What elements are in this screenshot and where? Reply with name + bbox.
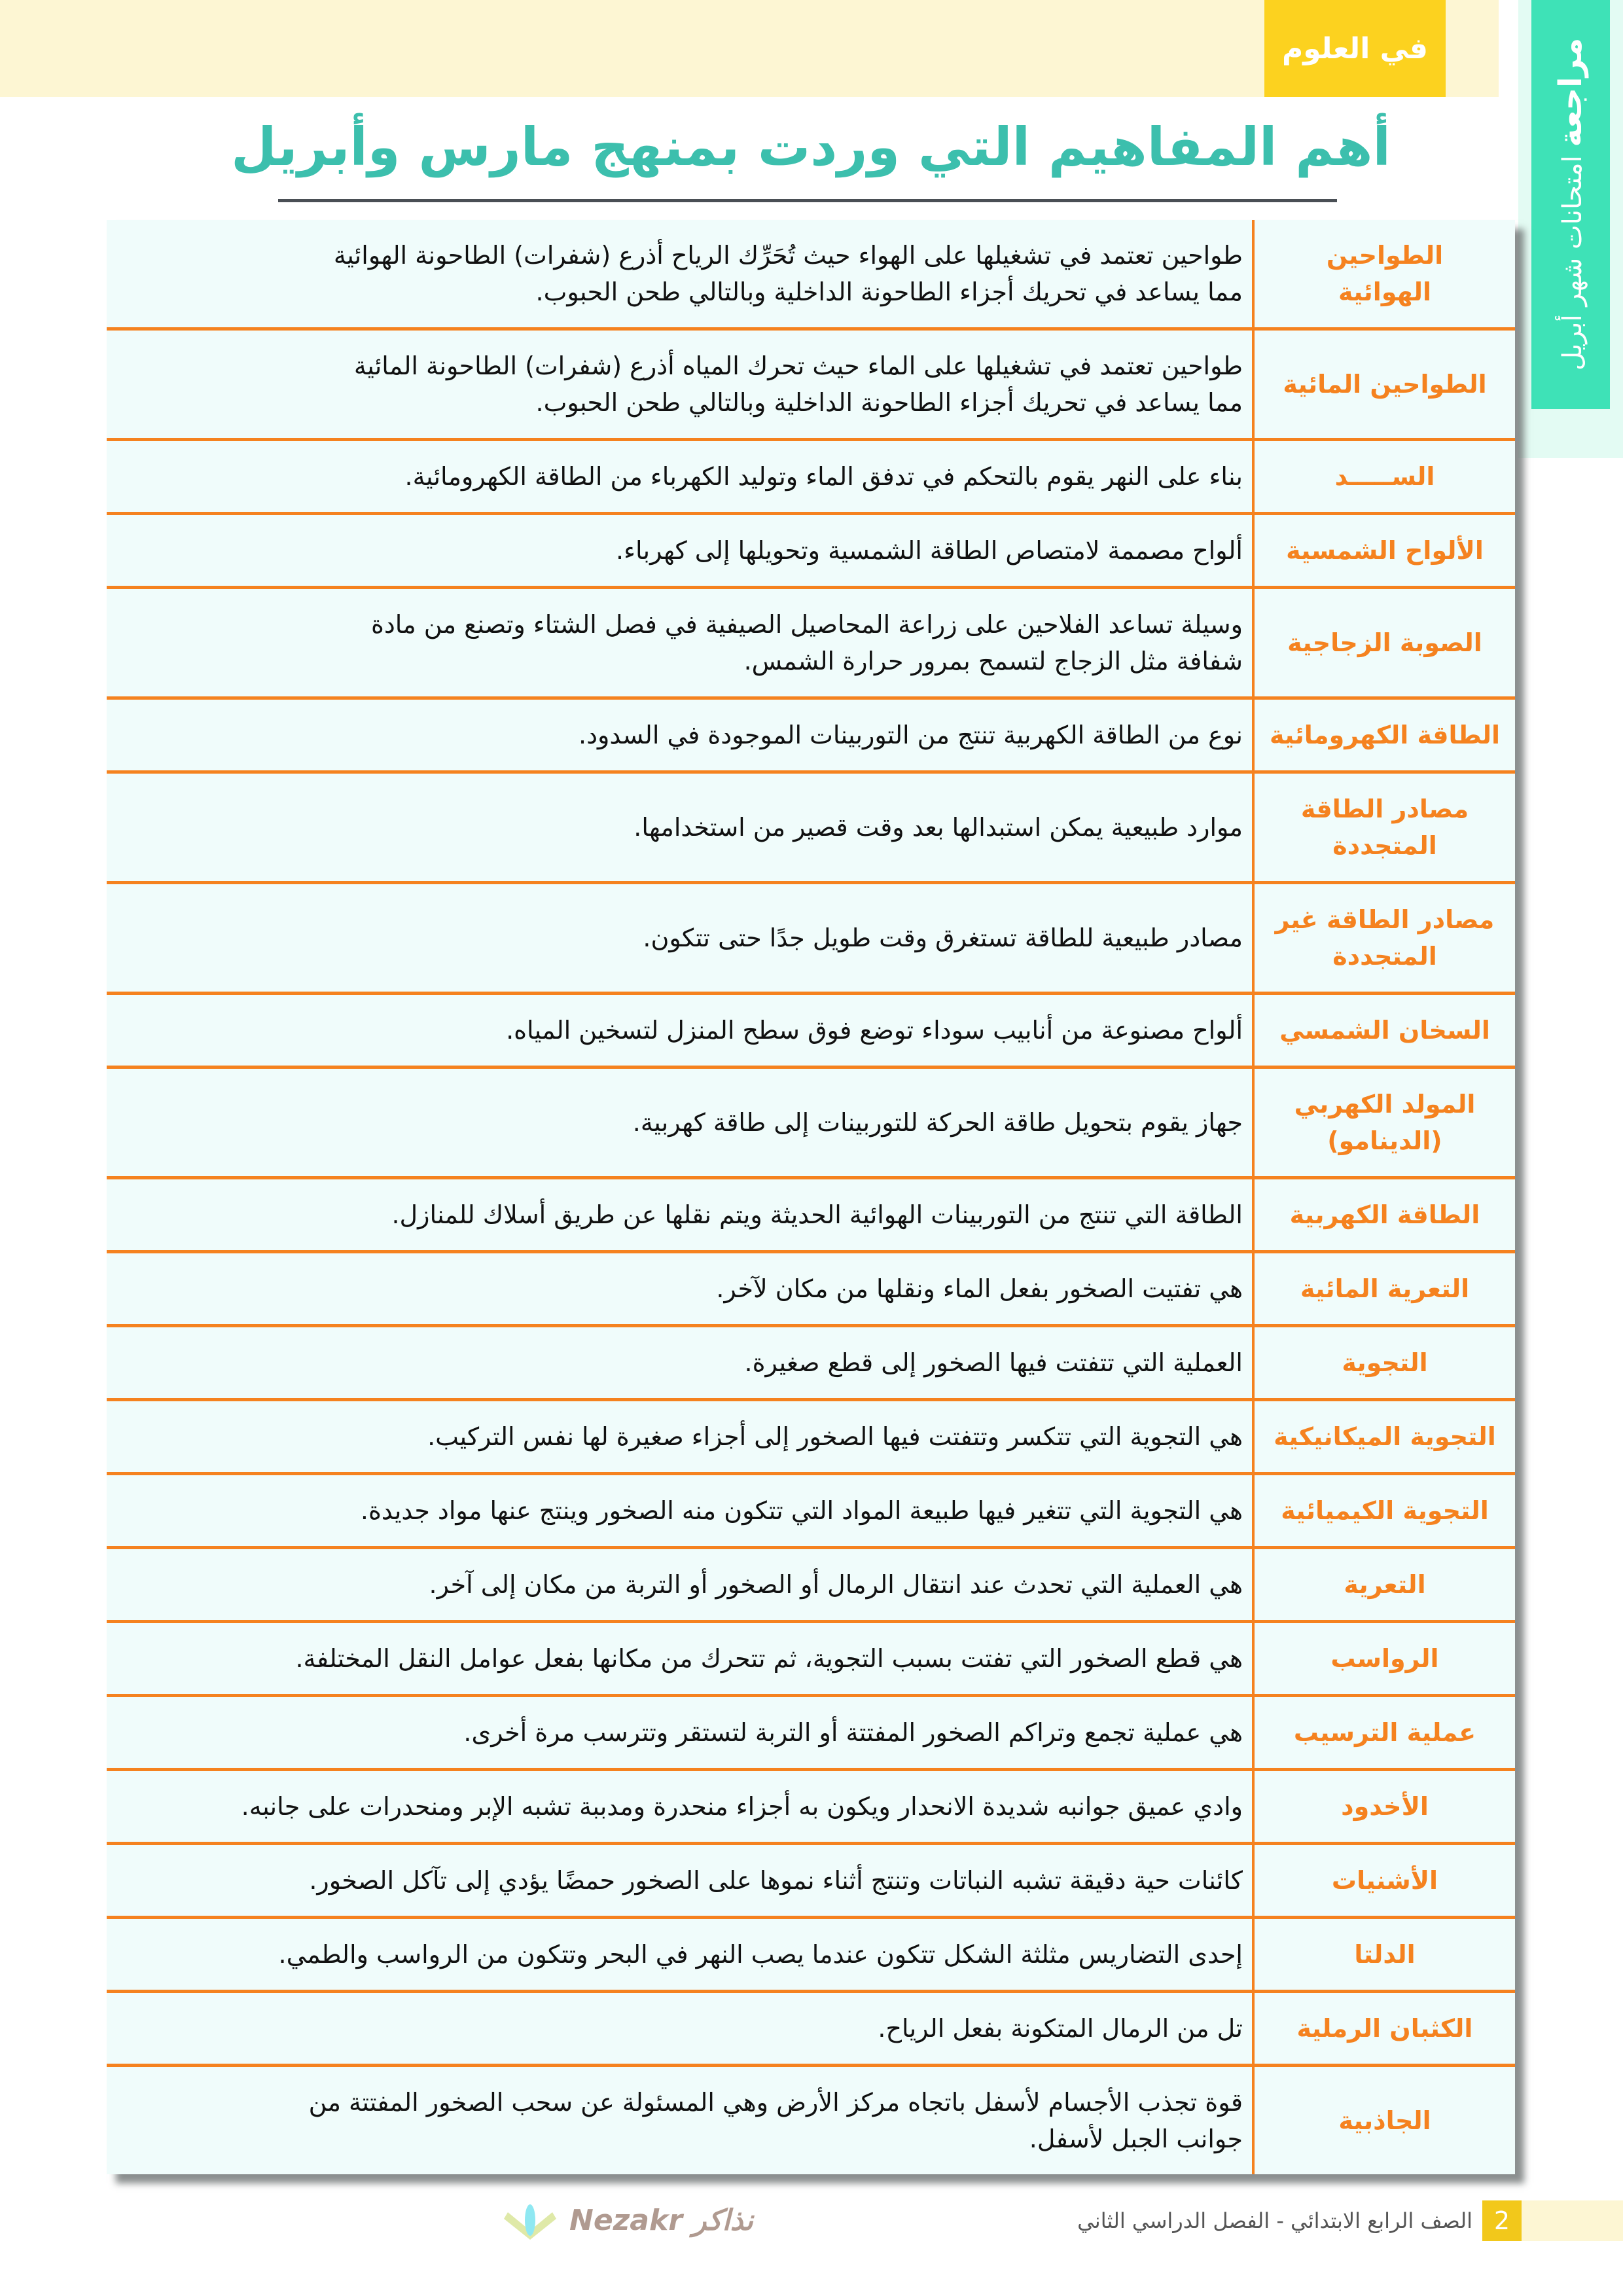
table-row [107, 883, 1515, 994]
concept-definition: إحدى التضاريس مثلثة الشكل تتكون عندما يصب النهر في البحر وتتكون من الرواسب والطمي. [107, 1918, 1253, 1992]
concept-term: الصوبة الزجاجية [1253, 588, 1515, 698]
concept-term: الدلتا [1253, 1918, 1515, 1992]
table-row [107, 1770, 1515, 1844]
concept-definition: وسيلة تساعد الفلاحين على زراعة المحاصيل الصيفية في فصل الشتاء وتصنع من مادة شفافة مثل الزجاج لتسمح بمرور حرارة الشمس. [107, 588, 1253, 698]
concept-term: الطواحين الهوائية [1253, 220, 1515, 329]
table-row [107, 1400, 1515, 1474]
concept-definition: تل من الرمال المتكونة بفعل الرياح. [107, 1992, 1253, 2066]
table-row [107, 1326, 1515, 1400]
table-row [107, 329, 1515, 440]
concept-definition: طواحين تعتمد في تشغيلها على الهواء حيث تُحَرِّك الرياح أذرع (شفرات) الطاحونة الهوائية مما يساعد في تحريك أجزاء الطاحونة الداخلية وبالتالي طحن الحبوب. [107, 220, 1253, 329]
concept-term: الكثبان الرملية [1253, 1992, 1515, 2066]
concept-definition: ألواح مصنوعة من أنابيب سوداء توضع فوق سطح المنزل لتسخين المياه. [107, 994, 1253, 1067]
concept-definition: هي عملية تجمع وتراكم الصخور المفتتة أو التربة لتستقر وتترسب مرة أخرى. [107, 1696, 1253, 1770]
concepts-table [107, 220, 1515, 2174]
concept-term: الألواح الشمسية [1253, 514, 1515, 588]
table-row [107, 1474, 1515, 1548]
page-title: أهم المفاهيم التي وردت بمنهج مارس وأبريل [231, 117, 1391, 177]
concept-term: عملية الترسيب [1253, 1696, 1515, 1770]
concept-definition: نوع من الطاقة الكهربية تنتج من التوربينات الموجودة في السدود. [107, 698, 1253, 772]
logo-text: Nezakr نذاكر [569, 2204, 754, 2237]
table-row [107, 440, 1515, 514]
concept-term: الأشنيات [1253, 1844, 1515, 1918]
logo-icon [497, 2200, 563, 2241]
concept-term: الطاقة الكهربية [1253, 1178, 1515, 1252]
title-underline [278, 199, 1337, 202]
side-tab-text [1552, 38, 1589, 370]
table-row [107, 772, 1515, 883]
footer-strip [1522, 2200, 1623, 2241]
concept-term: التعرية [1253, 1548, 1515, 1622]
concept-definition: هي العملية التي تحدث عند انتقال الرمال أو الصخور أو التربة من مكان إلى آخر. [107, 1548, 1253, 1622]
concept-term: التجوية [1253, 1326, 1515, 1400]
concept-definition: كائنات حية دقيقة تشبه النباتات وتنتج أثناء نموها على الصخور حمضًا يؤدي إلى تآكل الصخور. [107, 1844, 1253, 1918]
concept-term: التجوية الميكانيكية [1253, 1400, 1515, 1474]
table-row [107, 1992, 1515, 2066]
concept-definition: هي التجوية التي تتغير فيها طبيعة المواد التي تتكون منه الصخور وينتج عنها مواد جديدة. [107, 1474, 1253, 1548]
concept-term: الرواسب [1253, 1622, 1515, 1696]
concept-term: التعرية المائية [1253, 1252, 1515, 1326]
concept-definition: الطاقة التي تنتج من التوربينات الهوائية الحديثة ويتم نقلها عن طريق أسلاك للمنازل. [107, 1178, 1253, 1252]
side-tab-bold: مراجعة [1552, 37, 1589, 147]
footer-text: الصف الرابع الابتدائي - الفصل الدراسي الثاني [1077, 2208, 1472, 2233]
table-row [107, 994, 1515, 1067]
concept-definition: قوة تجذب الأجسام لأسفل باتجاه مركز الأرض وهي المسئولة عن سحب الصخور المفتتة من جوانب الجبل لأسفل. [308, 2088, 1243, 2153]
concept-term: الســـــد [1253, 440, 1515, 514]
table-row [107, 588, 1515, 698]
table-row [107, 1178, 1515, 1252]
footer [0, 2200, 1623, 2266]
concept-definition: مصادر طبيعية للطاقة تستغرق وقت طويل جدًا حتى تتكون. [107, 883, 1253, 994]
concept-term: الطواحين المائية [1253, 329, 1515, 440]
concept-definition: طواحين تعتمد في تشغيلها على الماء حيث تحرك المياه أذرع (شفرات) الطاحونة المائية مما يساعد في تحريك أجزاء الطاحونة الداخلية وبالتالي طحن الحبوب. [107, 329, 1253, 440]
concept-definition: العملية التي تتفتت فيها الصخور إلى قطع صغيرة. [107, 1326, 1253, 1400]
table-row [107, 1252, 1515, 1326]
concept-definition: جهاز يقوم بتحويل طاقة الحركة للتوربينات إلى طاقة كهربية. [107, 1067, 1253, 1178]
concept-term: الأخدود [1253, 1770, 1515, 1844]
table-row [107, 1844, 1515, 1918]
concept-term: التجوية الكيميائية [1253, 1474, 1515, 1548]
page-number: 2 [1482, 2200, 1522, 2241]
table-row [107, 1067, 1515, 1178]
table-row [107, 698, 1515, 772]
concept-definition: موارد طبيعية يمكن استبدالها بعد وقت قصير من استخدامها. [107, 772, 1253, 883]
table-row [107, 2066, 1515, 2175]
subject-label: في العلوم [1264, 0, 1446, 97]
concept-term: الجاذبية [1253, 2066, 1515, 2175]
table-row [107, 1696, 1515, 1770]
concept-term: السخان الشمسي [1253, 994, 1515, 1067]
concept-definition: هي قطع الصخور التي تفتت بسبب التجوية، ثم تتحرك من مكانها بفعل عوامل النقل المختلفة. [107, 1622, 1253, 1696]
concept-definition: بناء على النهر يقوم بالتحكم في تدفق الماء وتوليد الكهرباء من الطاقة الكهرومائية. [107, 440, 1253, 514]
concept-term: المولد الكهربي (الدينامو) [1253, 1067, 1515, 1178]
concept-definition: هي تفتيت الصخور بفعل الماء ونقلها من مكان لآخر. [107, 1252, 1253, 1326]
table-row [107, 220, 1515, 329]
concept-term: الطاقة الكهرومائية [1253, 698, 1515, 772]
concept-term: مصادر الطاقة غير المتجددة [1253, 883, 1515, 994]
concept-term: مصادر الطاقة المتجددة [1253, 772, 1515, 883]
table-row [107, 1548, 1515, 1622]
side-tab-label: امتحانات شهر أبريل [1558, 147, 1588, 371]
table-row [107, 1918, 1515, 1992]
table-row [107, 1622, 1515, 1696]
concept-definition: هي التجوية التي تتكسر وتتفتت فيها الصخور إلى أجزاء صغيرة لها نفس التركيب. [107, 1400, 1253, 1474]
concept-definition: ألواح مصممة لامتصاص الطاقة الشمسية وتحويلها إلى كهرباء. [107, 514, 1253, 588]
table-row [107, 514, 1515, 588]
concept-definition: وادي عميق جوانبه شديدة الانحدار ويكون به أجزاء منحدرة ومدببة تشبه الإبر ومنحدرات على جانبه. [107, 1770, 1253, 1844]
